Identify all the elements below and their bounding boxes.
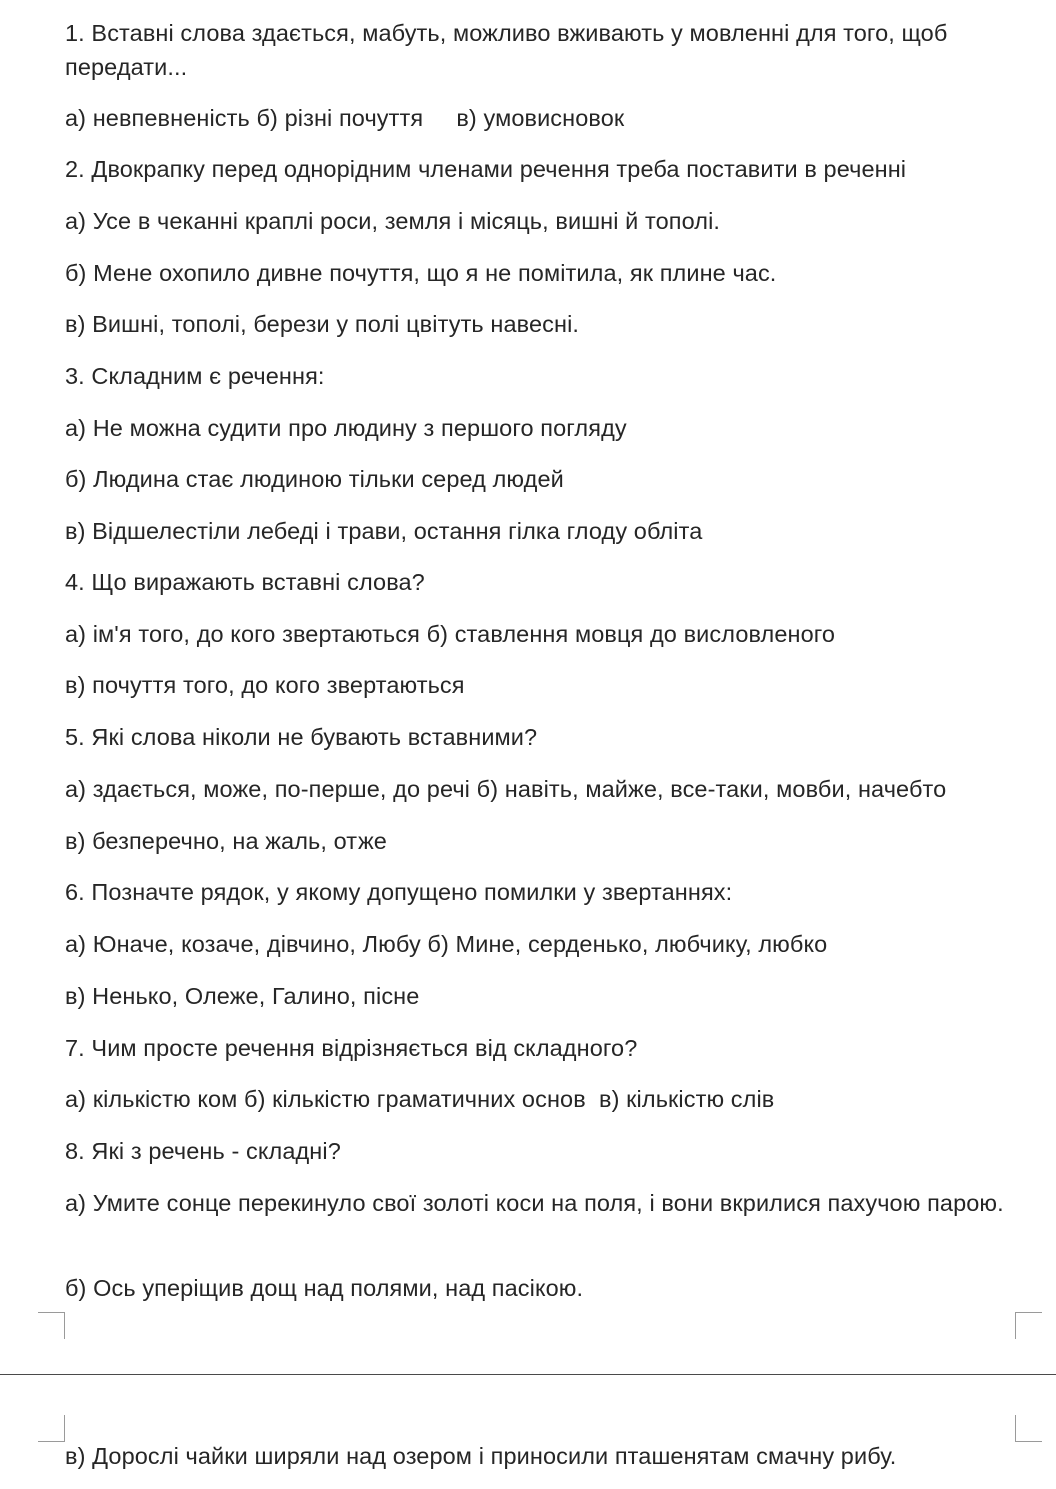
page-corner-mark <box>1015 1415 1042 1442</box>
question-6-option-line-1: а) Юначе, козаче, дівчино, Любу б) Мине, серденько, любчику, любко <box>65 931 828 957</box>
page-corner-mark <box>38 1312 65 1339</box>
question-7-option-line: а) кількістю ком б) кількістю граматичних основ в) кількістю слів <box>65 1086 775 1112</box>
question-3-option-b: б) Людина стає людиною тільки серед людей <box>65 466 564 492</box>
question-5-option-line-1: а) здається, може, по-перше, до речі б) навіть, майже, все-таки, мовби, начебто <box>65 776 947 802</box>
question-3-option-a: а) Не можна судити про людину з першого погляду <box>65 415 627 441</box>
page-corner-mark <box>1015 1312 1042 1339</box>
question-3-option-c: в) Відшелестіли лебеді і трави, остання гілка глоду обліта <box>65 518 703 544</box>
question-5-text: 5. Які слова ніколи не бувають вставними? <box>65 724 538 750</box>
question-8-option-b: б) Ось уперіщив дощ над полями, над пасікою. <box>65 1275 584 1301</box>
question-2-text: 2. Двокрапку перед однорідним членами речення треба поставити в реченні <box>65 156 907 182</box>
question-6-text: 6. Позначте рядок, у якому допущено помилки у звертаннях: <box>65 879 733 905</box>
question-8-option-a: а) Умите сонце перекинуло свої золоті коси на поля, і вони вкрилися пахучою парою. <box>65 1190 1004 1216</box>
question-6-option-line-2: в) Ненько, Олеже, Галино, пісне <box>65 983 420 1009</box>
question-3-text: 3. Складним є речення: <box>65 363 325 389</box>
question-7-text: 7. Чим просте речення відрізняється від складного? <box>65 1035 638 1061</box>
question-5-option-line-2: в) безперечно, на жаль, отже <box>65 828 387 854</box>
question-8-text: 8. Які з речень - складні? <box>65 1138 341 1164</box>
question-1-text: 1. Вставні слова здається, мабуть, можливо вживають у мовленні для того, щоб передати... <box>65 20 948 80</box>
question-4-text: 4. Що виражають вставні слова? <box>65 569 425 595</box>
question-8-option-c: в) Дорослі чайки ширяли над озером і приносили пташенятам смачну рибу. <box>65 1443 897 1469</box>
question-2-option-c: в) Вишні, тополі, берези у полі цвітуть навесні. <box>65 311 580 337</box>
document-page-2 <box>0 1376 1056 1489</box>
question-1-option-line: а) невпевненість б) різні почуття в) умовисновок <box>65 105 625 131</box>
question-4-option-line-2: в) почуття того, до кого звертаються <box>65 672 465 698</box>
question-2-option-b: б) Мене охопило дивне почуття, що я не помітила, як плине час. <box>65 260 777 286</box>
page-break-divider <box>0 1374 1056 1375</box>
question-4-option-line-1: а) ім'я того, до кого звертаються б) ставлення мовця до висловленого <box>65 621 836 647</box>
page-corner-mark <box>38 1415 65 1442</box>
question-2-option-a: а) Усе в чеканні краплі роси, земля і місяць, вишні й тополі. <box>65 208 721 234</box>
